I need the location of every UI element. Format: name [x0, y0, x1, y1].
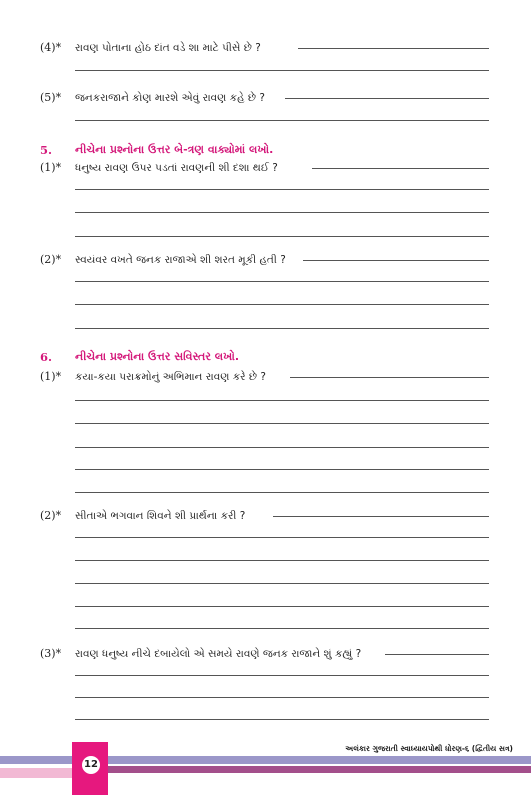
- answer-line[interactable]: [75, 328, 489, 329]
- section-number: 6.: [40, 350, 53, 364]
- answer-line[interactable]: [75, 628, 489, 629]
- answer-line[interactable]: [385, 654, 489, 655]
- question-text: ધનુષ્ય રાવણ ઉપર પડતાં રાવણની શી દશા થઈ ?: [75, 162, 278, 174]
- answer-line[interactable]: [285, 98, 489, 99]
- section-title: નીચેના પ્રશ્નોના ઉત્તર સવિસ્તર લખો.: [75, 350, 240, 363]
- answer-line[interactable]: [75, 469, 489, 470]
- question-number: (2)*: [40, 509, 62, 522]
- question-text: સીતાએ ભગવાન શિવને શી પ્રાર્થના કરી ?: [75, 510, 246, 522]
- question-number: (2)*: [40, 253, 62, 266]
- answer-line[interactable]: [75, 675, 489, 676]
- book-title: અલંકાર ગુજરાતી સ્વાધ્યાયપોથી ધોરણ-૬ (દ્વિતીય સત્ર): [345, 744, 513, 753]
- answer-line[interactable]: [75, 447, 489, 448]
- answer-line[interactable]: [75, 423, 489, 424]
- page-number: 12: [82, 756, 100, 774]
- question-number: (5)*: [40, 91, 62, 104]
- section-title: નીચેના પ્રશ્નોના ઉત્તર બે-ત્રણ વાક્યોમાં લખો.: [75, 143, 274, 156]
- question-text: રાવણ ધનુષ્ય નીચે દબાયેલો એ સમયે રાવણે જનક રાજાને શું કહ્યું ?: [75, 648, 362, 660]
- answer-line[interactable]: [303, 260, 489, 261]
- answer-line[interactable]: [75, 236, 489, 237]
- footer-accent-left: [0, 768, 72, 778]
- question-number: (1)*: [40, 370, 62, 383]
- answer-line[interactable]: [298, 48, 489, 49]
- answer-line[interactable]: [75, 583, 489, 584]
- answer-line[interactable]: [75, 120, 489, 121]
- answer-line[interactable]: [75, 400, 489, 401]
- answer-line[interactable]: [75, 281, 489, 282]
- question-text: સ્વયંવર વખતે જનક રાજાએ શી શરત મૂકી હતી ?: [75, 254, 286, 266]
- answer-line[interactable]: [75, 697, 489, 698]
- answer-line[interactable]: [75, 212, 489, 213]
- section-6-heading: [0, 347, 531, 367]
- answer-line[interactable]: [75, 304, 489, 305]
- question-text: જનકરાજાને કોણ મારશે એવું રાવણ કહે છે ?: [75, 92, 265, 104]
- answer-line[interactable]: [75, 560, 489, 561]
- section-5-question-1: [0, 158, 531, 178]
- question-4: [0, 38, 531, 58]
- page-footer: [0, 742, 531, 795]
- section-6-question-3: [0, 644, 531, 664]
- answer-line[interactable]: [273, 516, 489, 517]
- question-number: (4)*: [40, 41, 62, 54]
- question-number: (1)*: [40, 161, 62, 174]
- answer-line[interactable]: [75, 492, 489, 493]
- answer-line[interactable]: [75, 70, 489, 71]
- question-text: કયા-કયા પરાક્રમોનું અભિમાન રાવણ કરે છે ?: [75, 371, 266, 383]
- section-5-heading: [0, 140, 531, 160]
- answer-line[interactable]: [290, 377, 489, 378]
- section-number: 5.: [40, 143, 53, 157]
- answer-line[interactable]: [75, 537, 489, 538]
- answer-line[interactable]: [75, 719, 489, 720]
- answer-line[interactable]: [75, 189, 489, 190]
- question-5: [0, 88, 531, 108]
- section-5-question-2: [0, 250, 531, 270]
- question-text: રાવણ પોતાના હોઠ દાંત વડે શા માટે પીસે છે ?: [75, 42, 261, 54]
- footer-accent-right: [108, 766, 531, 773]
- section-6-question-1: [0, 367, 531, 387]
- answer-line[interactable]: [75, 606, 489, 607]
- answer-line[interactable]: [312, 168, 489, 169]
- question-number: (3)*: [40, 647, 62, 660]
- section-6-question-2: [0, 506, 531, 526]
